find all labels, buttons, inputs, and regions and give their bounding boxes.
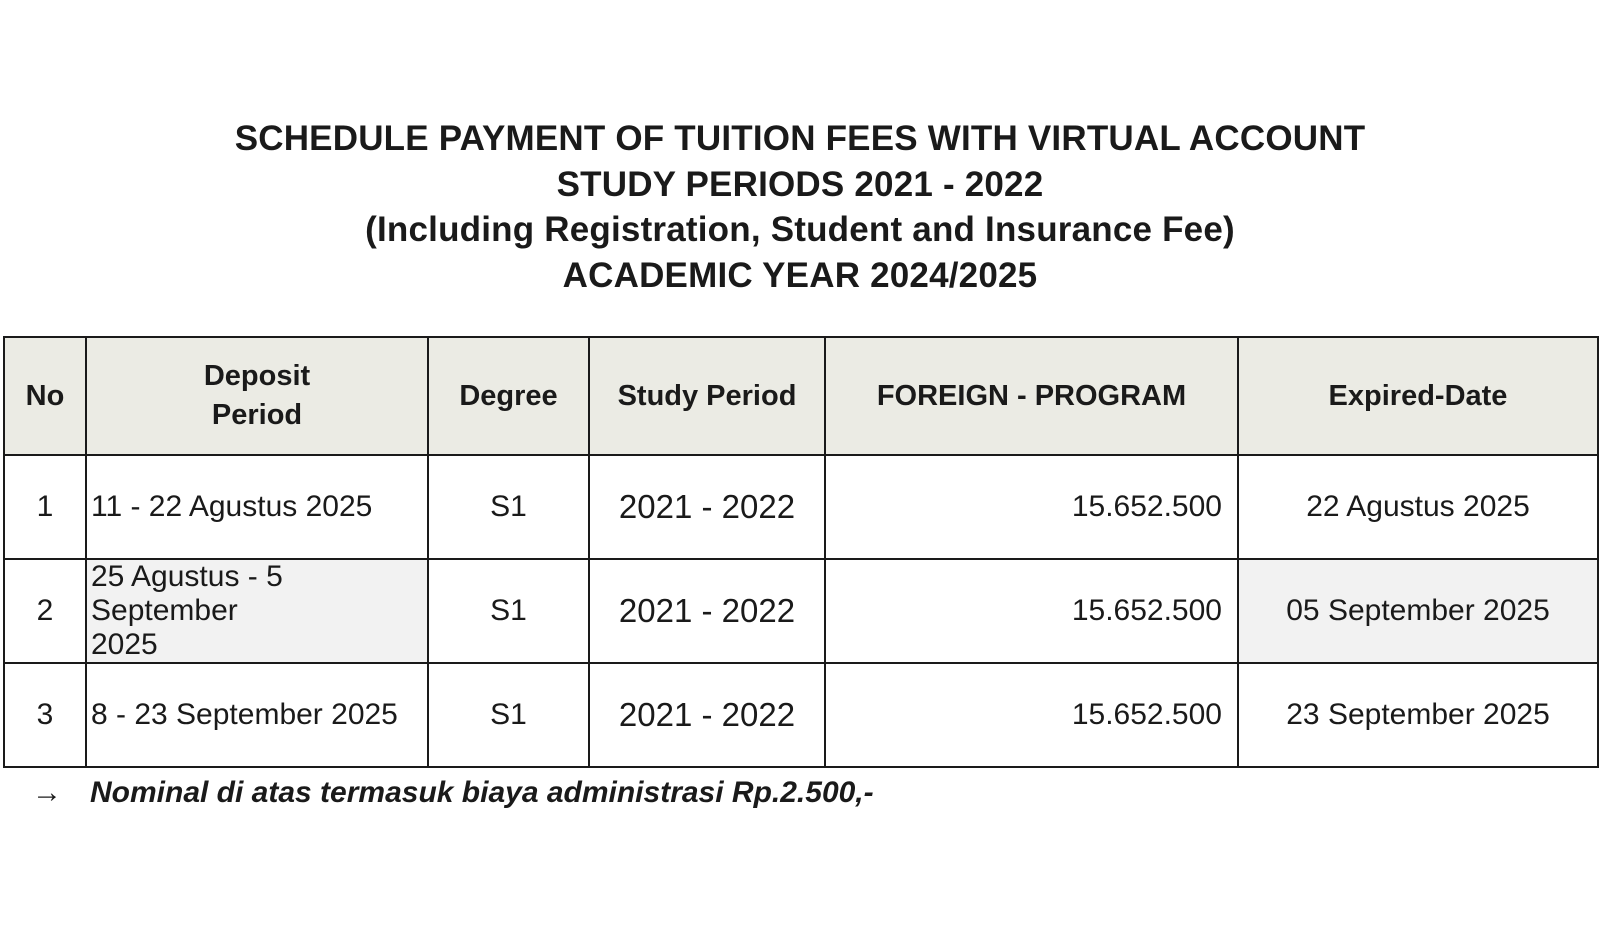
header-deposit-line-2: Period	[211, 399, 303, 431]
row-amount: 15.652.500	[825, 559, 1238, 663]
deposit-line-1: 8 - 23 September 2025	[91, 698, 398, 731]
header-foreign-program: FOREIGN - PROGRAM	[825, 337, 1238, 455]
row-expired-date: 22 Agustus 2025	[1238, 455, 1598, 559]
title-line-2: STUDY PERIODS 2021 - 2022	[556, 164, 1044, 204]
footnote	[32, 776, 874, 810]
row-study-period: 2021 - 2022	[589, 559, 825, 663]
row-deposit-period	[86, 663, 428, 767]
row-no: 2	[4, 559, 86, 663]
table-row	[4, 455, 1598, 559]
deposit-line-1: 11 - 22 Agustus 2025	[91, 490, 373, 523]
row-deposit-period	[86, 455, 428, 559]
header-no: No	[4, 337, 86, 455]
footnote-text: Nominal di atas termasuk biaya administrasi Rp.2.500,-	[90, 776, 874, 809]
document-title	[0, 116, 1600, 298]
row-amount: 15.652.500	[825, 663, 1238, 767]
row-deposit-period	[86, 559, 428, 663]
title-line-4: ACADEMIC YEAR 2024/2025	[562, 255, 1038, 295]
row-amount: 15.652.500	[825, 455, 1238, 559]
row-degree: S1	[428, 559, 589, 663]
header-deposit-line-1: Deposit	[203, 360, 311, 392]
header-expired-date: Expired-Date	[1238, 337, 1598, 455]
row-expired-date: 05 September 2025	[1238, 559, 1598, 663]
header-degree: Degree	[428, 337, 589, 455]
row-no: 1	[4, 455, 86, 559]
header-deposit-period	[86, 337, 428, 455]
deposit-line-2: 2025	[91, 628, 158, 661]
table-header-row	[4, 337, 1598, 455]
payment-schedule-table	[3, 336, 1599, 768]
arrow-right-icon: →	[32, 776, 62, 809]
table-row	[4, 663, 1598, 767]
header-study-period: Study Period	[589, 337, 825, 455]
deposit-line-1: 25 Agustus - 5 September	[91, 560, 283, 627]
table-row	[4, 559, 1598, 663]
row-study-period: 2021 - 2022	[589, 663, 825, 767]
title-line-3: (Including Registration, Student and Insurance Fee)	[365, 210, 1235, 249]
row-study-period: 2021 - 2022	[589, 455, 825, 559]
title-line-1: SCHEDULE PAYMENT OF TUITION FEES WITH VIRTUAL ACCOUNT	[234, 119, 1366, 158]
row-no: 3	[4, 663, 86, 767]
row-degree: S1	[428, 663, 589, 767]
row-expired-date: 23 September 2025	[1238, 663, 1598, 767]
row-degree: S1	[428, 455, 589, 559]
